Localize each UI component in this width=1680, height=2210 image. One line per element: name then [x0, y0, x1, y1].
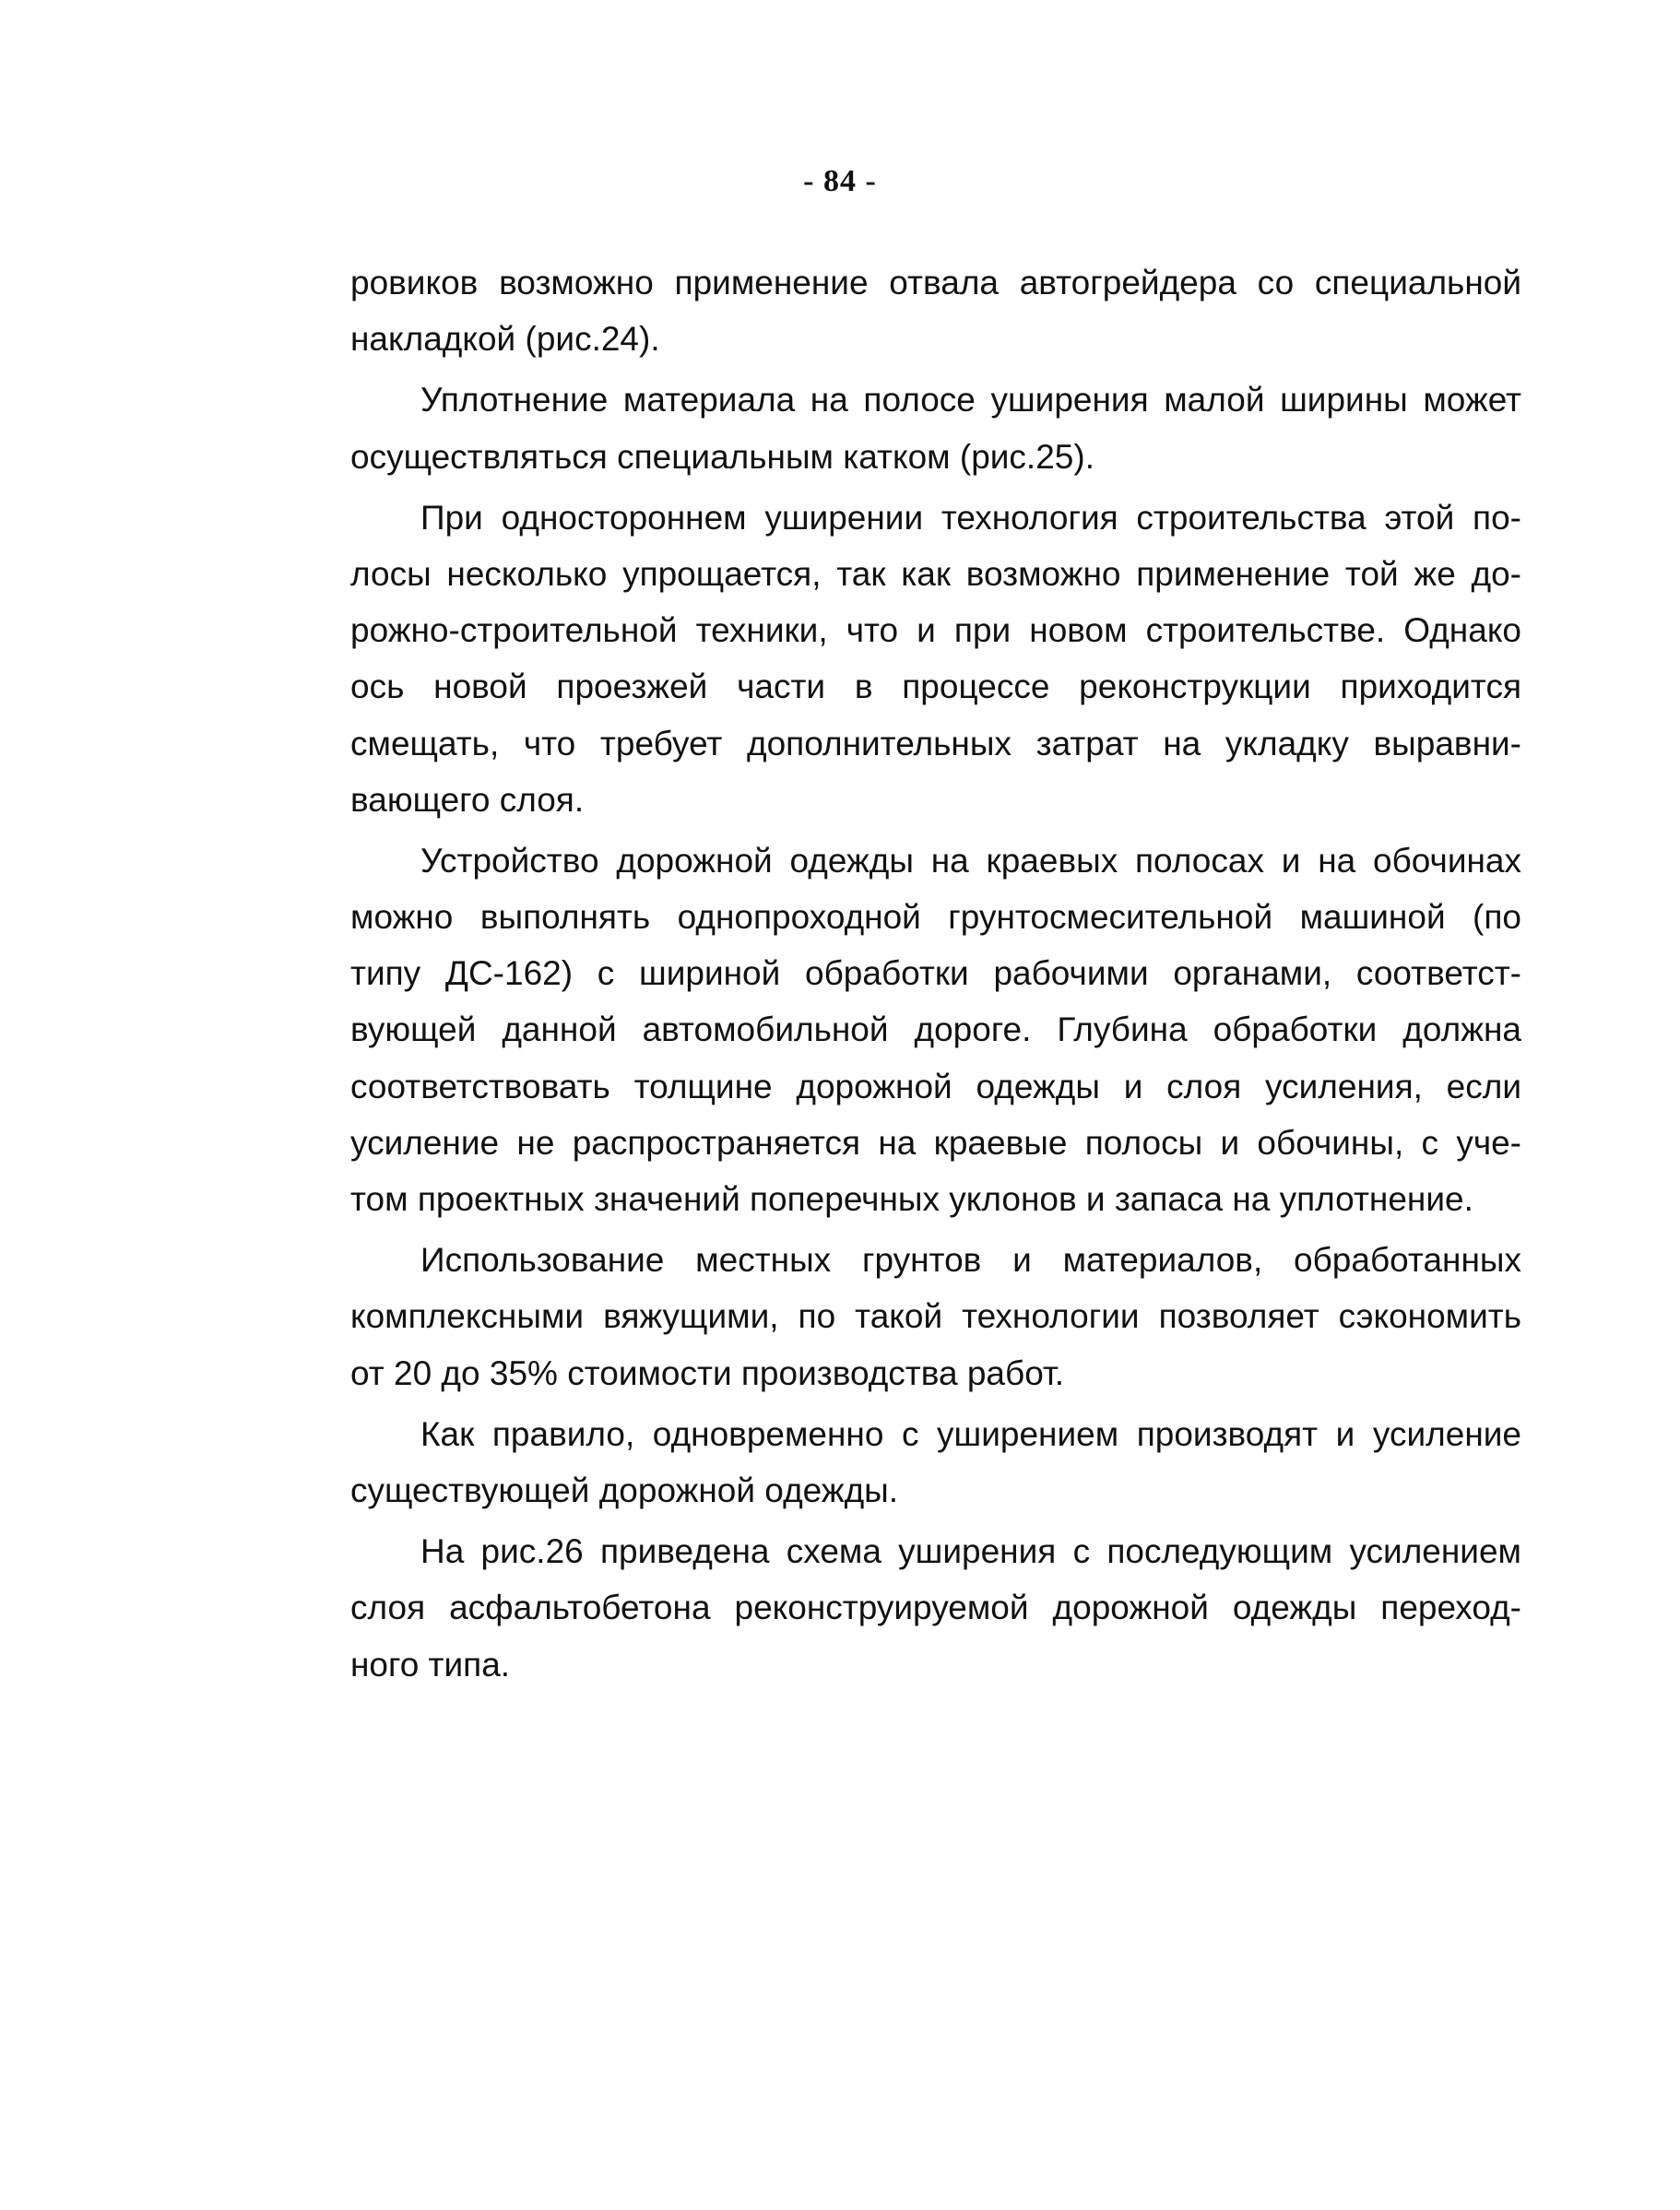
- paragraph: [350, 372, 1521, 484]
- text-line: ного типа.: [350, 1645, 511, 1684]
- text-line: смещать, что требует дополнительных затрат на укладку выравни-: [350, 724, 1521, 762]
- text-line: лосы несколько упрощается, так как возможно применение той же до-: [350, 554, 1521, 593]
- paragraph: [350, 254, 1521, 367]
- text-line: ось новой проезжей части в процессе реконструкции приходится: [350, 668, 1521, 706]
- text-line: вающего слоя.: [350, 780, 585, 819]
- text-line: накладкой (рис.24).: [350, 320, 660, 359]
- paragraph: [350, 1232, 1521, 1401]
- paragraph: [350, 1523, 1521, 1693]
- text-line: вующей данной автомобильной дороге. Глубина обработки должна: [350, 1010, 1521, 1049]
- text-line: Уплотнение материала на полосе уширения малой ширины может: [420, 381, 1521, 420]
- text-line: соответствовать толщине дорожной одежды и слоя усиления, если: [350, 1067, 1521, 1105]
- body-text: [350, 254, 1521, 1693]
- paragraph: [350, 1406, 1521, 1519]
- text-line: При одностороннем уширении технология строительства этой по-: [420, 498, 1521, 537]
- text-line: На рис.26 приведена схема уширения с последующим усилением: [420, 1532, 1521, 1571]
- text-line: можно выполнять однопроходной грунтосмесительной машиной (по: [350, 898, 1521, 937]
- paragraph: [350, 490, 1521, 828]
- paragraph: [350, 833, 1521, 1227]
- text-line: ровиков возможно применение отвала автогрейдера со специальной: [350, 264, 1521, 301]
- text-line: Использование местных грунтов и материалов, обработанных: [420, 1241, 1521, 1280]
- text-line: существующей дорожной одежды.: [350, 1471, 899, 1509]
- text-line: рожно-строительной техники, что и при новом строительстве. Однако: [350, 611, 1521, 650]
- page-number: - 84 -: [803, 164, 877, 198]
- text-line: том проектных значений поперечных уклонов и запаса на уплотнение.: [350, 1180, 1473, 1218]
- text-line: слоя асфальтобетона реконструируемой дорожной одежды переход-: [350, 1589, 1521, 1627]
- text-line: осуществляться специальным катком (рис.25).: [350, 437, 1094, 476]
- text-line: Устройство дорожной одежды на краевых полосах и на обочинах: [420, 841, 1521, 880]
- text-line: от 20 до 35% стоимости производства работ.: [350, 1353, 1065, 1392]
- text-line: типу ДС-162) с шириной обработки рабочими органами, соответст-: [350, 954, 1521, 993]
- text-line: Как правило, одновременно с уширением производят и усиление: [420, 1414, 1521, 1453]
- text-line: усиление не распространяется на краевые полосы и обочины, с уче-: [350, 1123, 1521, 1162]
- text-line: комплексными вяжущими, по такой технологии позволяет сэкономить: [350, 1297, 1521, 1336]
